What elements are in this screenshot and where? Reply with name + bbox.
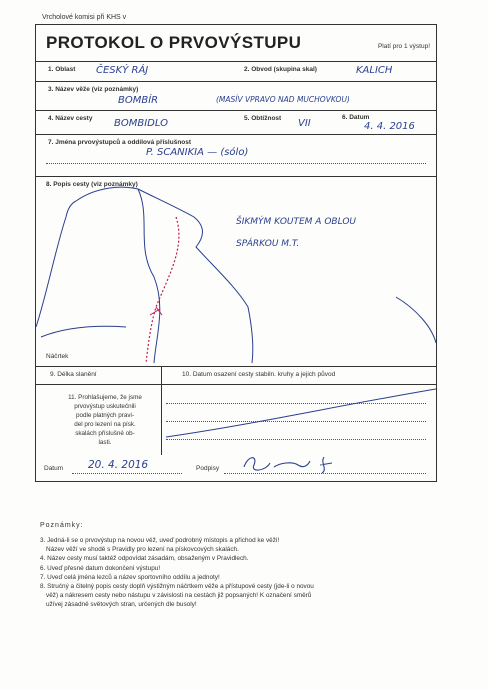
prohlaseni-text — [50, 393, 160, 447]
obvod-label: 2. Obvod (skupina skal) — [244, 66, 317, 73]
osazeni-strike-line — [166, 389, 436, 437]
datum11-label: Datum — [44, 465, 64, 472]
sketch-ground — [41, 326, 126, 337]
note-item: 4. Název cesty musí taktéž odpovídat zásadám, obsaženým v Pravidlech. — [40, 555, 249, 563]
oblast-label: 1. Oblast — [48, 66, 76, 73]
protocol-form — [35, 24, 437, 482]
route-sketch — [36, 177, 438, 367]
valid-note: Platí pro 1 výstup! — [377, 43, 430, 50]
datum11-value: 20. 4. 2016 — [88, 459, 149, 471]
divider-11 — [161, 385, 162, 455]
form-title: PROTOKOL O PRVOVÝSTUPU — [46, 33, 302, 52]
prohlaseni-line-2: prvovýstup uskutečnili — [74, 403, 136, 410]
popis-value-line1: ŠIKMÝM KOUTEM A OBLOU — [236, 217, 356, 227]
sketch-rock-right — [138, 189, 253, 363]
row-popis — [36, 177, 436, 367]
notes-list — [40, 536, 440, 610]
prohlaseni-line-5: skalách příslušné ob- — [75, 430, 135, 437]
notes-title: Poznámky: — [40, 522, 84, 529]
delka-label: 9. Délka slanění — [50, 371, 97, 378]
nazev-veze-extra: (MASÍV VPRAVO NAD MUCHOVKOU) — [216, 95, 350, 104]
prohlaseni-line-6: lasti. — [98, 439, 112, 446]
prohlaseni-line-1: 11. Prohlašujeme, že jsme — [68, 394, 142, 401]
nazev-cesty-value: BOMBIDLO — [114, 118, 169, 129]
podpisy-label: Podpisy — [196, 465, 220, 472]
note-item: 7. Uveď celá jména lezců a název sportovního oddílu a jednoty! — [40, 573, 220, 581]
datum-label: 6. Datum — [342, 114, 370, 121]
row-prohlaseni — [36, 385, 436, 483]
sketch-rock-left — [76, 187, 160, 363]
sketch-rock-far — [396, 297, 436, 343]
note-item: 8. Stručný a čitelný popis cesty doplň výstižným náčrtkem věže a přístupové cesty (jde-li o novou — [40, 583, 314, 591]
divider-9-10 — [161, 367, 162, 384]
signature-stroke — [244, 457, 332, 473]
note-item: Název věží ve shodě s Pravidly pro lezení na pískovcových skalách. — [46, 546, 239, 554]
row-nazev-veze — [36, 82, 436, 111]
obvod-value: KALICH — [356, 65, 393, 76]
title-row — [36, 25, 436, 62]
oblast-value: ČESKÝ RÁJ — [96, 65, 149, 76]
note-item: věž) a nákresem cesty nebo nástupu v závislosti na cestách již popsaných! K označení směrů — [46, 592, 312, 600]
osazeni-line-3 — [166, 439, 426, 440]
nazev-veze-label: 3. Název věže (viz poznámky) — [48, 86, 139, 93]
nazev-veze-value: BOMBÍR — [118, 95, 159, 106]
datum11-line — [72, 473, 182, 474]
jmena-value: P. SCANIKIA — (sólo) — [146, 147, 249, 158]
popis-value-line2: SPÁRKOU M.T. — [236, 239, 300, 249]
datum-value: 4. 4. 2016 — [364, 121, 415, 132]
nacrtek-label: Náčrtek — [46, 353, 69, 360]
prohlaseni-line-3: podle platných pravi- — [75, 412, 135, 419]
row-jmena — [36, 135, 436, 177]
jmena-dotline — [46, 163, 426, 164]
sketch-route-line — [146, 217, 179, 363]
sketch-rock-outline — [36, 201, 76, 327]
note-item: užívej zásadně světových stran, určených dle busoly! — [46, 601, 197, 609]
signature — [236, 451, 346, 477]
osazeni-strike — [166, 389, 436, 439]
prohlaseni-line-4: del pro lezení na písk. — [74, 421, 136, 428]
note-item: 3. Jedná-li se o prvovýstup na novou věž, uveď podrobný místopis a přichod ke věži! — [40, 537, 280, 544]
popis-label: 8. Popis cesty (viz poznámky) — [46, 181, 138, 188]
obtiznost-value: VII — [298, 118, 311, 129]
nazev-cesty-label: 4. Název cesty — [48, 115, 93, 122]
header-note: Vrcholové komisi při KHS v — [42, 14, 127, 21]
datum-osazeni-label: 10. Datum osazení cesty stabiln. kruhy a jejich původ — [182, 371, 336, 378]
obtiznost-label: 5. Obtížnost — [244, 115, 282, 122]
row-oblast-obvod — [36, 62, 436, 82]
note-item: 6. Uveď přesné datum dokončení výstupu! — [40, 564, 161, 572]
jmena-label: 7. Jména prvovýstupců a oddílová příslušnost — [48, 139, 192, 146]
row-delka-osazeni — [36, 367, 436, 385]
row-cesta-obtiznost-datum — [36, 111, 436, 135]
